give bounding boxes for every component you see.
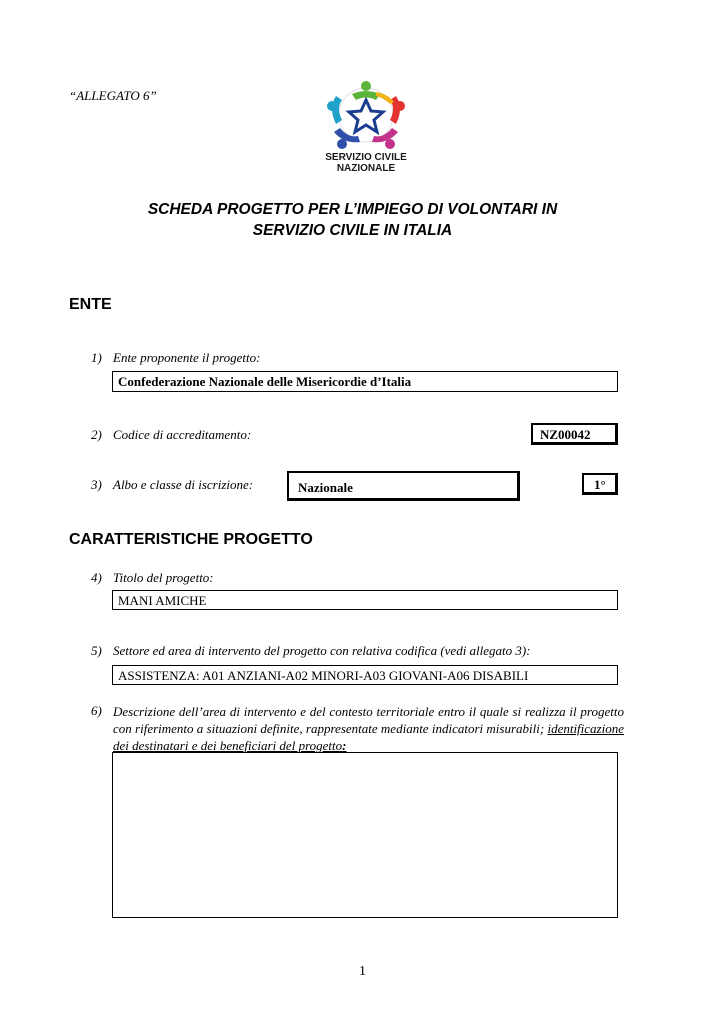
logo-text-line1: SERVIZIO CIVILE <box>325 152 407 163</box>
descrizione-area-label: Descrizione dell’area di intervento e del contesto territoriale entro il quale si realizza il progetto con riferimento a situazioni definite, rappresentate mediante indicatori misurabili; identificazione dei destinatari e dei beneficiari del progetto: <box>113 704 624 753</box>
settore-area-field[interactable]: ASSISTENZA: A01 ANZIANI-A02 MINORI-A03 GIOVANI-A06 DISABILI <box>112 665 618 685</box>
item-number: 6) <box>91 703 102 718</box>
allegato-label: “ALLEGATO 6” <box>69 88 157 103</box>
item-number: 2) <box>91 427 102 442</box>
section-heading-ente: ENTE <box>69 296 112 313</box>
descrizione-area-field[interactable] <box>112 752 618 918</box>
page-number: 1 <box>359 964 366 979</box>
codice-accreditamento-label: Codice di accreditamento: <box>113 427 252 442</box>
item-number: 4) <box>91 570 102 585</box>
item-number: 5) <box>91 643 102 658</box>
settore-area-label: Settore ed area di intervento del progetto con relativa codifica (vedi allegato 3): <box>113 643 531 658</box>
logo-text-line2: NAZIONALE <box>336 163 396 174</box>
item-number: 3) <box>91 477 102 492</box>
section-heading-caratteristiche: CARATTERISTICHE PROGETTO <box>69 531 313 548</box>
ente-proponente-field[interactable]: Confederazione Nazionale delle Misericordie d’Italia <box>112 371 618 392</box>
item-number: 1) <box>91 350 102 365</box>
servizio-civile-logo <box>316 78 416 178</box>
albo-classe-label: Albo e classe di iscrizione: <box>113 477 254 492</box>
ente-proponente-label: Ente proponente il progetto: <box>113 350 261 365</box>
classe-field[interactable]: 1° <box>582 473 618 495</box>
titolo-progetto-field[interactable]: MANI AMICHE <box>112 590 618 610</box>
page-title: SCHEDA PROGETTO PER L’IMPIEGO DI VOLONTARI IN SERVIZIO CIVILE IN ITALIA <box>147 201 558 239</box>
albo-field[interactable]: Nazionale <box>287 471 520 501</box>
titolo-progetto-label: Titolo del progetto: <box>113 570 214 585</box>
star-people-icon <box>316 78 416 152</box>
codice-accreditamento-field[interactable]: NZ00042 <box>531 423 618 445</box>
